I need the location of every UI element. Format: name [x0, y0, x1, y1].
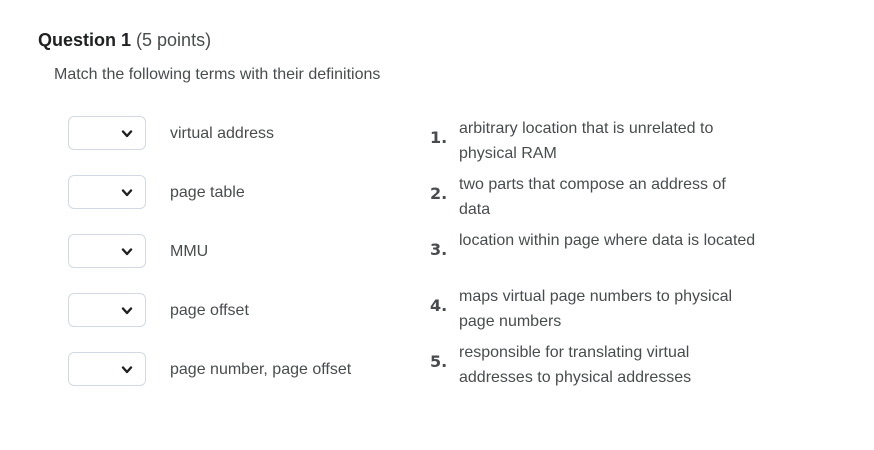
- term-label: MMU: [170, 243, 209, 260]
- definition-number: 1.: [430, 128, 448, 147]
- definition-item: [430, 340, 770, 392]
- definition-item: [430, 284, 770, 336]
- definition-text: two parts that compose an address of data: [459, 176, 726, 218]
- term-label: page number, page offset: [170, 361, 352, 378]
- definition-text: responsible for translating virtual addresses to physical addresses: [459, 344, 692, 386]
- question-points: (5 points): [136, 30, 212, 50]
- question-header: [38, 29, 211, 51]
- term-row: [68, 175, 408, 211]
- definition-item: [430, 172, 770, 224]
- definition-number: 2.: [430, 184, 448, 203]
- definition-text: location within page where data is located: [459, 232, 756, 249]
- term-label: page table: [170, 184, 245, 201]
- question-title: Question 1: [38, 30, 132, 50]
- match-select-1[interactable]: [68, 116, 146, 150]
- term-row: [68, 293, 408, 329]
- term-row: [68, 352, 408, 388]
- match-select-2[interactable]: [68, 175, 146, 209]
- definition-item: [430, 116, 770, 168]
- question-prompt: Match the following terms with their definitions: [54, 66, 381, 83]
- term-row: [68, 234, 408, 270]
- definition-text: arbitrary location that is unrelated to physical RAM: [459, 120, 714, 162]
- definition-number: 4.: [430, 296, 448, 315]
- definition-number: 5.: [430, 352, 448, 371]
- match-select-3[interactable]: [68, 234, 146, 268]
- term-row: [68, 116, 408, 152]
- definition-text: maps virtual page numbers to physical page numbers: [459, 288, 733, 330]
- chevron-down-icon: [121, 129, 133, 139]
- definition-number: 3.: [430, 240, 448, 259]
- match-select-4[interactable]: [68, 293, 146, 327]
- chevron-down-icon: [121, 306, 133, 316]
- term-label: page offset: [170, 302, 249, 319]
- definition-item: [430, 228, 770, 280]
- chevron-down-icon: [121, 365, 133, 375]
- match-select-5[interactable]: [68, 352, 146, 386]
- chevron-down-icon: [121, 188, 133, 198]
- chevron-down-icon: [121, 247, 133, 257]
- term-label: virtual address: [170, 125, 275, 142]
